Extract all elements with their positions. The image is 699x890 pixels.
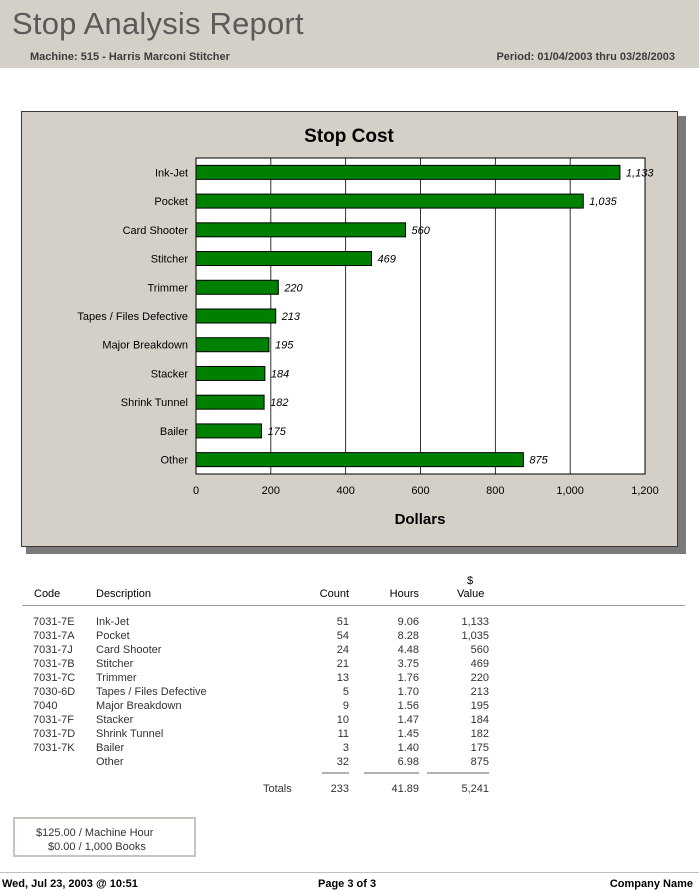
chart-title: Stop Cost bbox=[304, 126, 394, 147]
bar bbox=[196, 366, 265, 380]
x-tick-label: 1,000 bbox=[556, 485, 584, 497]
row-description: Major Breakdown bbox=[96, 700, 182, 712]
totals-value: 5,241 bbox=[461, 783, 489, 795]
books-rate: $0.00 / 1,000 Books bbox=[48, 841, 146, 853]
category-label: Pocket bbox=[154, 196, 188, 209]
col-header-code: Code bbox=[34, 588, 61, 600]
col-header-description: Description bbox=[96, 588, 152, 600]
bar-value-label: 220 bbox=[284, 282, 303, 295]
row-value: 875 bbox=[470, 756, 489, 768]
bar bbox=[196, 424, 261, 438]
bar-value-label: 560 bbox=[411, 224, 430, 237]
row-code: 7031-7J bbox=[33, 644, 73, 656]
row-value: 220 bbox=[470, 672, 489, 684]
row-hours: 3.75 bbox=[397, 658, 419, 670]
bar-value-label: 1,035 bbox=[589, 196, 617, 209]
row-hours: 1.70 bbox=[397, 686, 419, 698]
footer-date: Wed, Jul 23, 2003 @ 10:51 bbox=[2, 878, 138, 890]
row-code: 7031-7C bbox=[33, 672, 76, 684]
row-code: 7031-7A bbox=[33, 630, 75, 642]
row-hours: 8.28 bbox=[397, 630, 419, 642]
row-description: Trimmer bbox=[96, 672, 137, 684]
row-code: 7031-7K bbox=[33, 742, 75, 754]
row-count: 5 bbox=[342, 686, 349, 698]
row-description: Stitcher bbox=[96, 658, 134, 670]
bar-value-label: 195 bbox=[274, 339, 294, 352]
x-tick-label: 0 bbox=[192, 485, 200, 497]
row-count: 54 bbox=[336, 630, 349, 642]
table-row bbox=[0, 742, 699, 756]
category-label: Stacker bbox=[150, 368, 188, 381]
table-row bbox=[0, 728, 699, 742]
row-description: Ink-Jet bbox=[96, 616, 130, 628]
row-value: 560 bbox=[470, 644, 489, 656]
table-row bbox=[0, 700, 699, 714]
totals-hours: 41.89 bbox=[391, 783, 419, 795]
bar bbox=[196, 194, 583, 208]
footer-page: Page 3 of 3 bbox=[318, 878, 377, 890]
rate-box bbox=[13, 817, 196, 857]
category-label: Stitcher bbox=[150, 253, 188, 266]
row-description: Card Shooter bbox=[96, 644, 162, 656]
row-description: Shrink Tunnel bbox=[96, 728, 164, 740]
row-count: 11 bbox=[337, 728, 349, 740]
row-value: 182 bbox=[470, 728, 489, 740]
row-description: Pocket bbox=[96, 630, 130, 642]
row-count: 24 bbox=[336, 644, 349, 656]
category-label: Card Shooter bbox=[122, 224, 188, 237]
bar-value-label: 875 bbox=[529, 454, 548, 467]
bar bbox=[196, 309, 276, 323]
row-hours: 1.40 bbox=[397, 742, 419, 754]
row-description: Tapes / Files Defective bbox=[96, 686, 207, 698]
row-hours: 1.56 bbox=[397, 700, 419, 712]
row-hours: 1.47 bbox=[397, 714, 419, 726]
bar-value-label: 1,133 bbox=[625, 167, 654, 180]
machine-label: Machine: 515 - Harris Marconi Stitcher bbox=[30, 51, 230, 63]
row-value: 469 bbox=[470, 658, 489, 670]
bar bbox=[196, 252, 371, 266]
row-value: 1,133 bbox=[461, 616, 489, 628]
bar bbox=[196, 338, 269, 352]
row-value: 175 bbox=[470, 742, 489, 754]
col-header-value: Value bbox=[457, 588, 485, 600]
bar-value-label: 175 bbox=[267, 425, 286, 438]
x-tick-label: 1,200 bbox=[631, 485, 659, 497]
table-row bbox=[0, 672, 699, 686]
header-divider bbox=[22, 605, 685, 606]
x-tick-label: 600 bbox=[411, 485, 430, 497]
category-label: Ink-Jet bbox=[154, 167, 188, 180]
x-axis-label: Dollars bbox=[394, 511, 446, 528]
row-hours: 1.45 bbox=[397, 728, 419, 740]
row-value: 195 bbox=[470, 700, 489, 712]
row-value: 213 bbox=[470, 686, 489, 698]
table-row bbox=[0, 616, 699, 630]
category-label: Other bbox=[160, 454, 188, 467]
category-label: Shrink Tunnel bbox=[120, 397, 188, 410]
col-header-count: Count bbox=[319, 588, 349, 600]
row-hours: 6.98 bbox=[397, 756, 419, 768]
category-label: Bailer bbox=[159, 425, 188, 438]
totals-count: 233 bbox=[330, 783, 349, 795]
bar bbox=[196, 453, 523, 467]
footer-divider bbox=[0, 872, 699, 873]
row-hours: 9.06 bbox=[397, 616, 419, 628]
period-label: Period: 01/04/2003 thru 03/28/2003 bbox=[496, 51, 675, 63]
table-row bbox=[0, 756, 699, 770]
bar bbox=[196, 280, 278, 294]
col-header-value-currency: $ bbox=[467, 575, 474, 587]
table-row bbox=[0, 714, 699, 728]
category-label: Trimmer bbox=[147, 282, 188, 295]
row-hours: 4.48 bbox=[397, 644, 419, 656]
bar-value-label: 182 bbox=[270, 397, 289, 410]
row-code: 7031-7E bbox=[33, 616, 75, 628]
bar bbox=[196, 395, 264, 409]
row-value: 1,035 bbox=[461, 630, 489, 642]
category-label: Tapes / Files Defective bbox=[77, 311, 188, 323]
bar bbox=[196, 223, 406, 237]
hours-sum-line bbox=[364, 772, 419, 774]
row-count: 51 bbox=[336, 616, 349, 628]
footer-company: Company Name bbox=[609, 878, 693, 890]
x-tick-label: 800 bbox=[486, 485, 505, 497]
x-tick-label: 400 bbox=[336, 485, 355, 497]
report-title: Stop Analysis Report bbox=[12, 6, 304, 41]
row-code: 7040 bbox=[33, 700, 58, 712]
table-row bbox=[0, 644, 699, 658]
row-count: 9 bbox=[342, 700, 349, 712]
table-row bbox=[0, 630, 699, 644]
category-label: Major Breakdown bbox=[102, 339, 188, 352]
bar bbox=[196, 165, 620, 179]
row-count: 3 bbox=[342, 742, 349, 754]
row-code: 7030-6D bbox=[33, 686, 76, 698]
row-count: 32 bbox=[336, 756, 349, 768]
machine-hour-rate: $125.00 / Machine Hour bbox=[36, 827, 154, 839]
row-code: 7031-7F bbox=[33, 714, 74, 726]
row-code: 7031-7B bbox=[33, 658, 75, 670]
bar-value-label: 213 bbox=[281, 311, 301, 323]
row-hours: 1.76 bbox=[397, 672, 419, 684]
bar-value-label: 469 bbox=[377, 253, 396, 266]
row-count: 21 bbox=[336, 658, 349, 670]
row-count: 10 bbox=[336, 714, 349, 726]
bar-value-label: 184 bbox=[270, 368, 290, 381]
row-value: 184 bbox=[470, 714, 489, 726]
value-sum-line bbox=[427, 772, 489, 774]
table-row bbox=[0, 686, 699, 700]
row-description: Stacker bbox=[96, 714, 134, 726]
row-description: Other bbox=[96, 756, 124, 768]
x-tick-label: 200 bbox=[261, 485, 281, 497]
totals-label: Totals bbox=[263, 783, 292, 795]
row-code: 7031-7D bbox=[33, 728, 76, 740]
row-count: 13 bbox=[336, 672, 349, 684]
table-row bbox=[0, 658, 699, 672]
col-header-hours: Hours bbox=[389, 588, 419, 600]
row-description: Bailer bbox=[96, 742, 125, 754]
count-sum-line bbox=[322, 772, 349, 774]
